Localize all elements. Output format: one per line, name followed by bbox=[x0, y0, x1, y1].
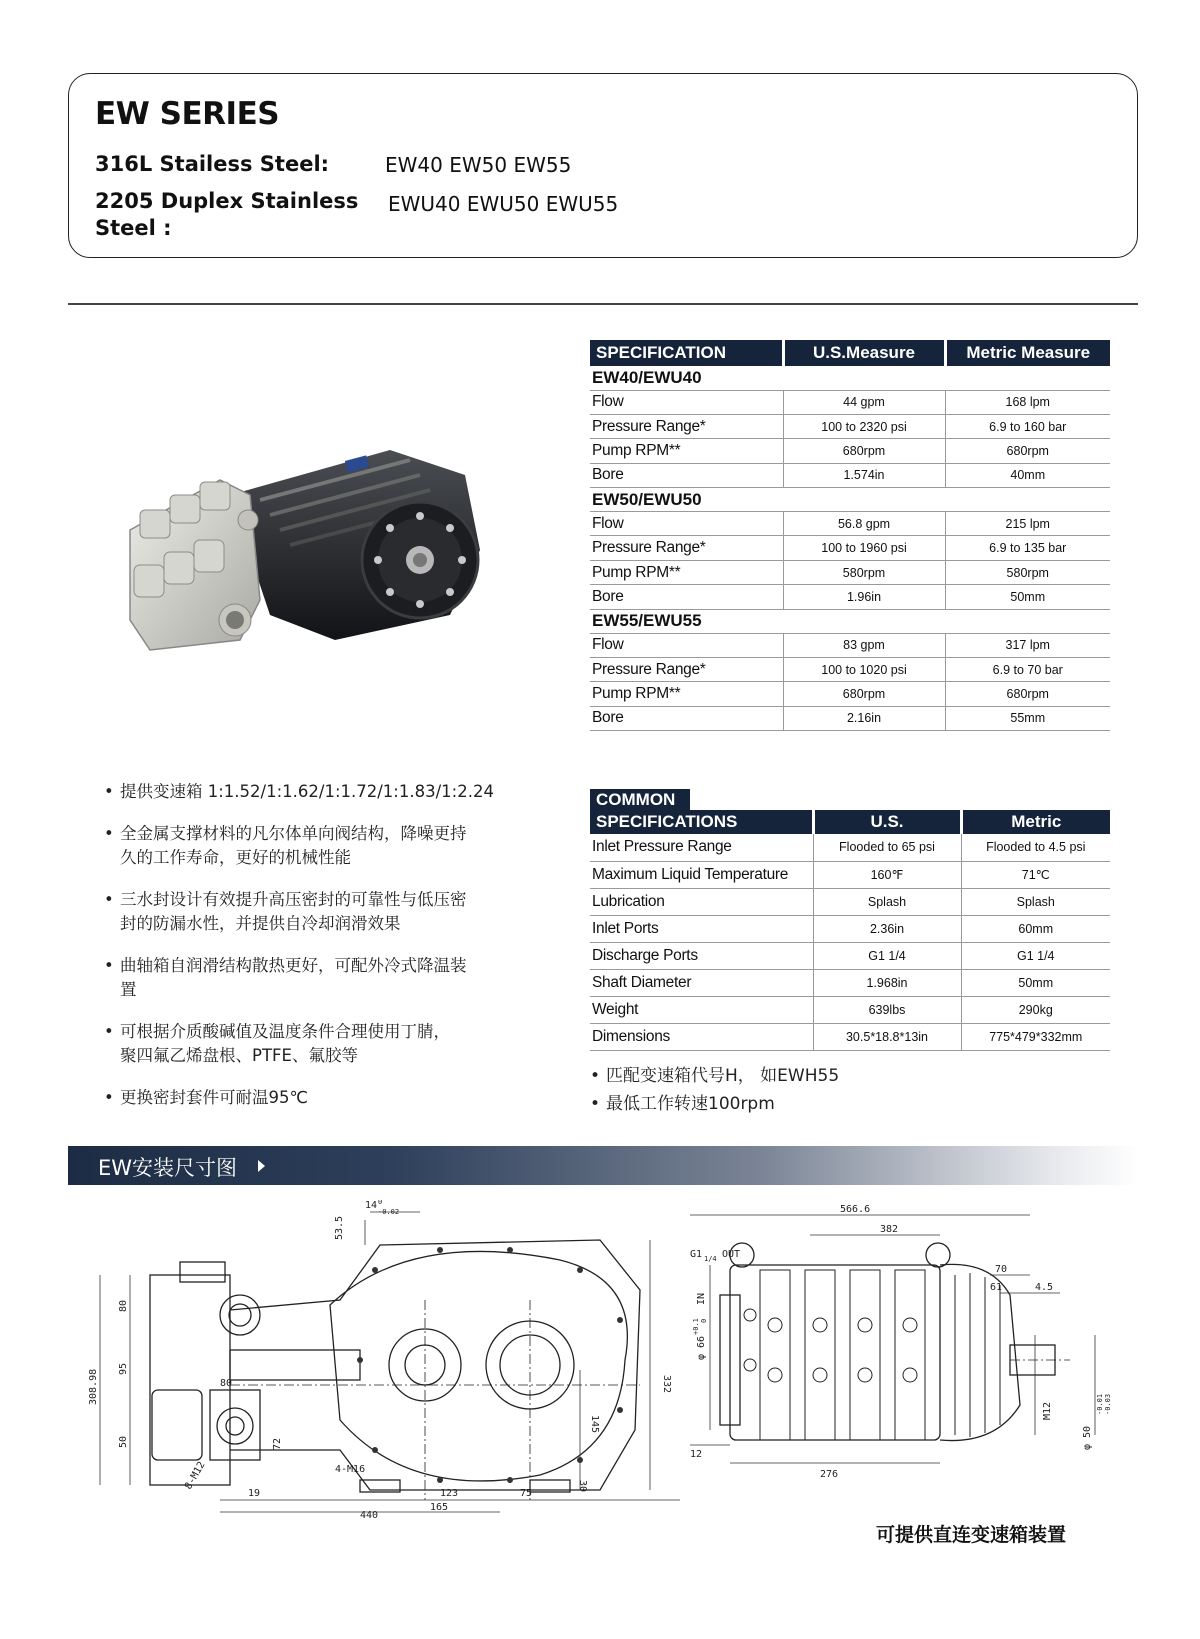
common-us-value: Splash bbox=[813, 888, 961, 915]
table-row bbox=[590, 888, 1110, 915]
dim-gout-tail: OUT bbox=[722, 1249, 741, 1260]
dim-50-label: φ 50 bbox=[1082, 1425, 1093, 1450]
spec-metric-value: 215 lpm bbox=[945, 512, 1110, 536]
spec-header-us: U.S.Measure bbox=[783, 340, 945, 366]
feature-item bbox=[102, 954, 542, 1002]
spec-us-value: 580rpm bbox=[783, 560, 945, 584]
material-models-316l: EW40 EW50 EW55 bbox=[385, 153, 572, 177]
common-metric-value: 775*479*332mm bbox=[961, 1023, 1110, 1050]
feature-item bbox=[102, 1086, 542, 1110]
dim-308-label: 308.98 bbox=[88, 1368, 99, 1405]
spec-metric-value: 6.9 to 135 bar bbox=[945, 536, 1110, 560]
spec-us-value: 2.16in bbox=[783, 706, 945, 730]
spec-us-value: 680rpm bbox=[783, 682, 945, 706]
series-title: EW SERIES bbox=[95, 96, 280, 132]
common-label: Dimensions bbox=[590, 1023, 813, 1050]
spec-label: Pump RPM** bbox=[590, 560, 783, 584]
table-row bbox=[590, 439, 1110, 463]
spec-label: Pressure Range* bbox=[590, 414, 783, 438]
caret-right-icon bbox=[258, 1160, 265, 1172]
note-item: • 最低工作转速100rpm bbox=[590, 1090, 839, 1118]
spec-us-value: 100 to 2320 psi bbox=[783, 414, 945, 438]
spec-group-title: EW50/EWU50 bbox=[590, 488, 1110, 512]
common-us-value: 160℉ bbox=[813, 861, 961, 888]
dim-50-tol: -0.01 bbox=[1096, 1393, 1104, 1415]
dim-66-tol: +0.1 bbox=[692, 1318, 700, 1335]
dim-50-tol2: -0.03 bbox=[1104, 1393, 1112, 1415]
spec-us-value: 680rpm bbox=[783, 439, 945, 463]
feature-item bbox=[102, 1020, 542, 1068]
common-us-value: 639lbs bbox=[813, 996, 961, 1023]
common-metric-value: Flooded to 4.5 psi bbox=[961, 834, 1110, 861]
spec-us-value: 83 gpm bbox=[783, 633, 945, 657]
feature-line: • 全金属支撑材料的凡尔体单向阀结构，降噪更持 bbox=[120, 824, 467, 843]
common-label: Shaft Diameter bbox=[590, 969, 813, 996]
feature-line: 聚四氟乙烯盘根、PTFE、氟胶等 bbox=[120, 1046, 358, 1065]
spec-label: Bore bbox=[590, 585, 783, 609]
pump-product-image bbox=[120, 440, 500, 670]
spec-label: Pump RPM** bbox=[590, 439, 783, 463]
dim-382-label: 382 bbox=[880, 1224, 899, 1235]
feature-line: 更换密封套件可耐温95℃ bbox=[120, 1088, 309, 1107]
dim-14-sup: 0 bbox=[378, 1200, 383, 1206]
series-header-box bbox=[68, 73, 1138, 258]
common-label: Inlet Pressure Range bbox=[590, 834, 813, 861]
material-label-2205-line1: 2205 Duplex Stainless bbox=[95, 189, 359, 213]
spec-label: Flow bbox=[590, 512, 783, 536]
dim-165-label: 165 bbox=[430, 1502, 449, 1513]
spec-us-value: 100 to 1960 psi bbox=[783, 536, 945, 560]
dim-332-label: 332 bbox=[661, 1375, 672, 1394]
common-label: Maximum Liquid Temperature bbox=[590, 861, 813, 888]
material-label-316l: 316L Stailess Steel: bbox=[95, 152, 330, 176]
dim-80h-label: 80 bbox=[220, 1378, 233, 1389]
table-row bbox=[590, 861, 1110, 888]
dim-m12-label: 8-M12 bbox=[183, 1459, 208, 1492]
table-row bbox=[590, 560, 1110, 584]
common-metric-value: 60mm bbox=[961, 915, 1110, 942]
spec-label: Pump RPM** bbox=[590, 682, 783, 706]
spec-group-row bbox=[590, 488, 1110, 512]
dim-53-label: 53.5 bbox=[334, 1215, 345, 1240]
spec-label: Bore bbox=[590, 463, 783, 487]
spec-metric-value: 40mm bbox=[945, 463, 1110, 487]
common-metric-value: G1 1/4 bbox=[961, 942, 1110, 969]
spec-label: Bore bbox=[590, 706, 783, 730]
feature-item bbox=[102, 822, 542, 870]
table-row bbox=[590, 390, 1110, 414]
drawing-caption: 可提供直连变速箱装置 bbox=[876, 1524, 1067, 1546]
spec-group-title: EW40/EWU40 bbox=[590, 366, 1110, 390]
dim-123-label: 123 bbox=[440, 1488, 459, 1499]
table-row bbox=[590, 536, 1110, 560]
common-spec-table bbox=[590, 810, 1110, 1051]
material-label-2205-line2: Steel : bbox=[95, 216, 172, 240]
dim-75-label: 75 bbox=[520, 1488, 533, 1499]
spec-metric-value: 6.9 to 70 bar bbox=[945, 658, 1110, 682]
spec-label: Pressure Range* bbox=[590, 536, 783, 560]
feature-line: • 三水封设计有效提升高压密封的可靠性与低压密 bbox=[120, 890, 467, 909]
dim-45-label: 4.5 bbox=[1035, 1282, 1054, 1293]
dim-m16-label: 4-M16 bbox=[335, 1464, 366, 1475]
common-us-value: 2.36in bbox=[813, 915, 961, 942]
spec-us-value: 1.574in bbox=[783, 463, 945, 487]
dim-566-label: 566.6 bbox=[840, 1205, 871, 1215]
notes-list bbox=[590, 1062, 839, 1118]
dim-14-label: 14 bbox=[365, 1200, 378, 1211]
common-label: Weight bbox=[590, 996, 813, 1023]
table-row bbox=[590, 633, 1110, 657]
spec-label: Flow bbox=[590, 390, 783, 414]
section-divider bbox=[68, 303, 1138, 305]
feature-line: • 可根据介质酸碱值及温度条件合理使用丁腈， bbox=[120, 1022, 450, 1041]
dim-66-label: φ 66 bbox=[696, 1335, 707, 1360]
dim-m12-label: M12 bbox=[1042, 1401, 1053, 1420]
spec-us-value: 44 gpm bbox=[783, 390, 945, 414]
table-row bbox=[590, 915, 1110, 942]
table-row bbox=[590, 996, 1110, 1023]
dim-440-label: 440 bbox=[360, 1510, 379, 1520]
spec-us-value: 56.8 gpm bbox=[783, 512, 945, 536]
feature-list bbox=[102, 780, 542, 1110]
common-header-metric: Metric bbox=[961, 810, 1110, 834]
dim-50v-label: 50 bbox=[118, 1435, 129, 1448]
spec-us-value: 100 to 1020 psi bbox=[783, 658, 945, 682]
common-spec-tab: COMMON bbox=[590, 789, 690, 810]
feature-item bbox=[102, 780, 542, 804]
spec-group-title: EW55/EWU55 bbox=[590, 609, 1110, 633]
spec-metric-value: 168 lpm bbox=[945, 390, 1110, 414]
spec-metric-value: 680rpm bbox=[945, 682, 1110, 706]
spec-metric-value: 317 lpm bbox=[945, 633, 1110, 657]
spec-header-spec: SPECIFICATION bbox=[590, 340, 783, 366]
feature-line: 提供变速箱 1:1.52/1:1.62/1:1.72/1:1.83/1:2.24 bbox=[120, 782, 494, 801]
feature-line: 置 bbox=[120, 980, 137, 999]
spec-us-value: 1.96in bbox=[783, 585, 945, 609]
front-view-drawing bbox=[690, 1205, 1120, 1495]
spec-table-header bbox=[590, 340, 1110, 366]
table-row bbox=[590, 834, 1110, 861]
spec-table bbox=[590, 340, 1110, 731]
spec-metric-value: 680rpm bbox=[945, 439, 1110, 463]
feature-line: • 曲轴箱自润滑结构散热更好，可配外冷式降温装 bbox=[120, 956, 467, 975]
dim-12-label: 12 bbox=[690, 1449, 703, 1460]
common-label: Inlet Ports bbox=[590, 915, 813, 942]
table-row bbox=[590, 706, 1110, 730]
common-us-value: G1 1/4 bbox=[813, 942, 961, 969]
material-models-2205: EWU40 EWU50 EWU55 bbox=[388, 192, 619, 216]
common-metric-value: Splash bbox=[961, 888, 1110, 915]
side-view-drawing bbox=[80, 1200, 680, 1520]
dim-19-label: 19 bbox=[248, 1488, 261, 1499]
common-us-value: 1.968in bbox=[813, 969, 961, 996]
common-header-us: U.S. bbox=[813, 810, 961, 834]
dim-14-sub: -0.02 bbox=[378, 1208, 400, 1216]
table-row bbox=[590, 682, 1110, 706]
common-label: Lubrication bbox=[590, 888, 813, 915]
table-row bbox=[590, 414, 1110, 438]
spec-metric-value: 6.9 to 160 bar bbox=[945, 414, 1110, 438]
table-row bbox=[590, 658, 1110, 682]
spec-label: Pressure Range* bbox=[590, 658, 783, 682]
dim-80v-label: 80 bbox=[118, 1299, 129, 1312]
table-row bbox=[590, 585, 1110, 609]
dim-276-label: 276 bbox=[820, 1469, 839, 1480]
table-row bbox=[590, 942, 1110, 969]
spec-metric-value: 50mm bbox=[945, 585, 1110, 609]
table-row bbox=[590, 969, 1110, 996]
dim-30-label: 30 bbox=[577, 1480, 588, 1493]
common-metric-value: 290kg bbox=[961, 996, 1110, 1023]
spec-label: Flow bbox=[590, 633, 783, 657]
spec-metric-value: 580rpm bbox=[945, 560, 1110, 584]
drawing-section-bar bbox=[68, 1146, 1138, 1185]
dim-66-tol2: 0 bbox=[700, 1318, 708, 1323]
common-table-header bbox=[590, 810, 1110, 834]
spec-group-row bbox=[590, 609, 1110, 633]
feature-line: 久的工作寿命，更好的机械性能 bbox=[120, 848, 351, 867]
spec-metric-value: 55mm bbox=[945, 706, 1110, 730]
table-row bbox=[590, 512, 1110, 536]
dim-95-label: 95 bbox=[118, 1362, 129, 1375]
table-row bbox=[590, 1023, 1110, 1050]
spec-group-row bbox=[590, 366, 1110, 390]
dim-gout-sub: 1/4 bbox=[704, 1255, 717, 1263]
dim-72-label: 72 bbox=[272, 1437, 283, 1450]
dim-145-label: 145 bbox=[589, 1415, 600, 1434]
feature-line: 封的防漏水性，并提供自冷却润滑效果 bbox=[120, 914, 401, 933]
note-item: • 匹配变速箱代号H， 如EWH55 bbox=[590, 1062, 839, 1090]
common-metric-value: 50mm bbox=[961, 969, 1110, 996]
dim-61-label: 61 bbox=[990, 1282, 1003, 1293]
dim-66-in: IN bbox=[696, 1292, 707, 1305]
drawing-section-title: EW安装尺寸图 bbox=[98, 1156, 238, 1180]
common-metric-value: 71℃ bbox=[961, 861, 1110, 888]
common-us-value: Flooded to 65 psi bbox=[813, 834, 961, 861]
feature-item bbox=[102, 888, 542, 936]
dim-70-label: 70 bbox=[995, 1264, 1008, 1275]
table-row bbox=[590, 463, 1110, 487]
common-us-value: 30.5*18.8*13in bbox=[813, 1023, 961, 1050]
common-label: Discharge Ports bbox=[590, 942, 813, 969]
dim-gout-label: G1 bbox=[690, 1249, 703, 1260]
common-header-spec: SPECIFICATIONS bbox=[590, 810, 813, 834]
spec-header-metric: Metric Measure bbox=[945, 340, 1110, 366]
